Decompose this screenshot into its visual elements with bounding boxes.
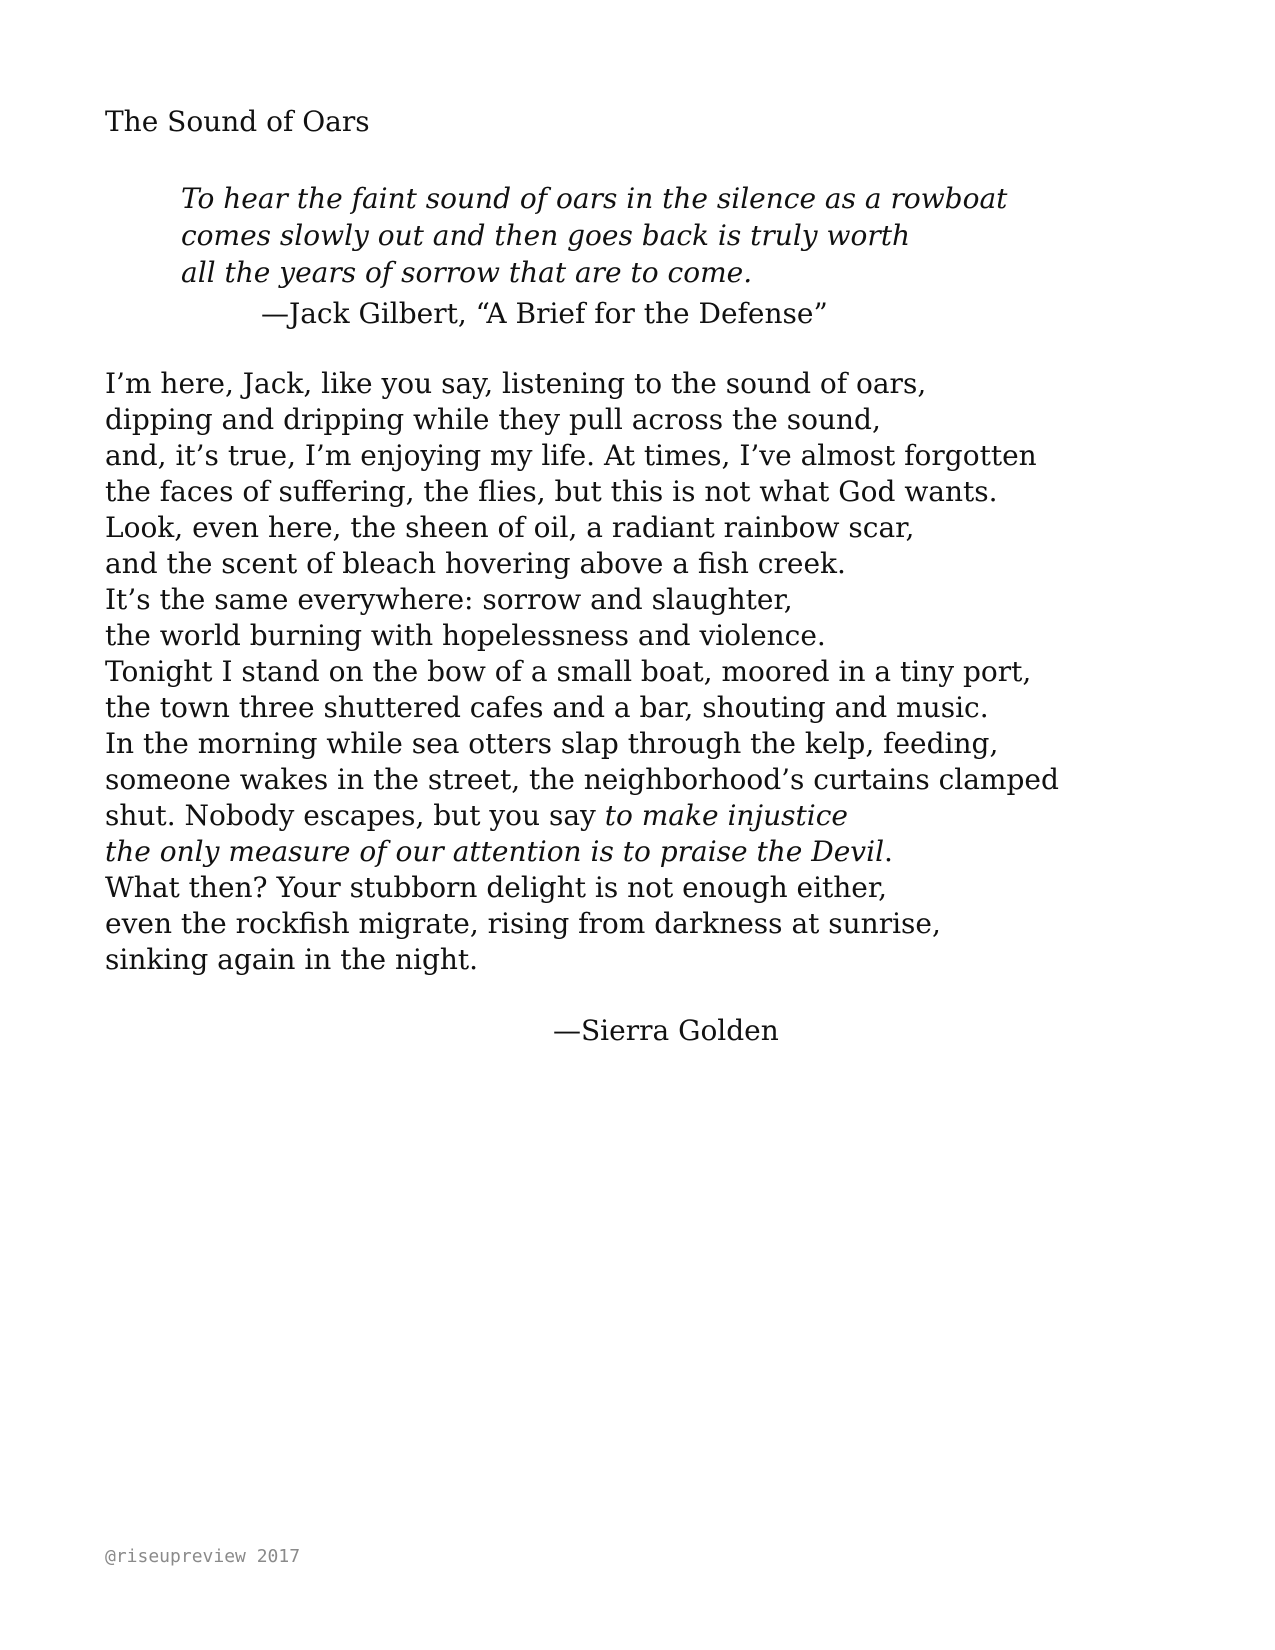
- epigraph-line: all the years of sorrow that are to come.: [181, 256, 753, 289]
- poem-line: It’s the same everywhere: sorrow and slaughter,: [105, 583, 793, 616]
- poem-line: dipping and dripping while they pull across the sound,: [105, 403, 881, 436]
- epigraph-line: To hear the faint sound of oars in the silence as a rowboat: [181, 182, 1008, 215]
- poem-line: the faces of suffering, the flies, but this is not what God wants.: [105, 475, 998, 508]
- poem-line: [105, 834, 1059, 870]
- poem-line: the town three shuttered cafes and a bar, shouting and music.: [105, 691, 989, 724]
- poem-italic-quote: the only measure of our attention is to praise the Devil: [105, 835, 885, 868]
- poem-title: The Sound of Oars: [105, 105, 370, 138]
- poem-line: someone wakes in the street, the neighborhood’s curtains clamped: [105, 763, 1059, 796]
- epigraph: [181, 180, 1007, 291]
- poem-line: the world burning with hopelessness and violence.: [105, 619, 826, 652]
- poem-body: [105, 366, 1059, 978]
- poem-line: and, it’s true, I’m enjoying my life. At times, I’ve almost forgotten: [105, 439, 1037, 472]
- epigraph-attribution: —Jack Gilbert, “A Brief for the Defense”: [261, 297, 828, 330]
- poem-italic-quote: to make injustice: [604, 799, 848, 832]
- poem-line: even the rockfish migrate, rising from darkness at sunrise,: [105, 907, 941, 940]
- poem-line: In the morning while sea otters slap through the kelp, feeding,: [105, 727, 999, 760]
- footer-credit: @riseupreview 2017: [105, 1546, 301, 1567]
- epigraph-line: comes slowly out and then goes back is truly worth: [181, 219, 910, 252]
- poem-line: [105, 798, 1059, 834]
- poem-line: and the scent of bleach hovering above a fish creek.: [105, 547, 846, 580]
- poem-line: sinking again in the night.: [105, 943, 479, 976]
- poem-line: What then? Your stubborn delight is not enough either,: [105, 871, 888, 904]
- poem-line-text: .: [884, 835, 893, 868]
- poem-author: —Sierra Golden: [553, 1014, 779, 1047]
- poem-line: Tonight I stand on the bow of a small boat, moored in a tiny port,: [105, 655, 1032, 688]
- poem-line: I’m here, Jack, like you say, listening to the sound of oars,: [105, 367, 927, 400]
- poem-line-text: shut. Nobody escapes, but you say: [105, 799, 605, 832]
- poem-line: Look, even here, the sheen of oil, a radiant rainbow scar,: [105, 511, 915, 544]
